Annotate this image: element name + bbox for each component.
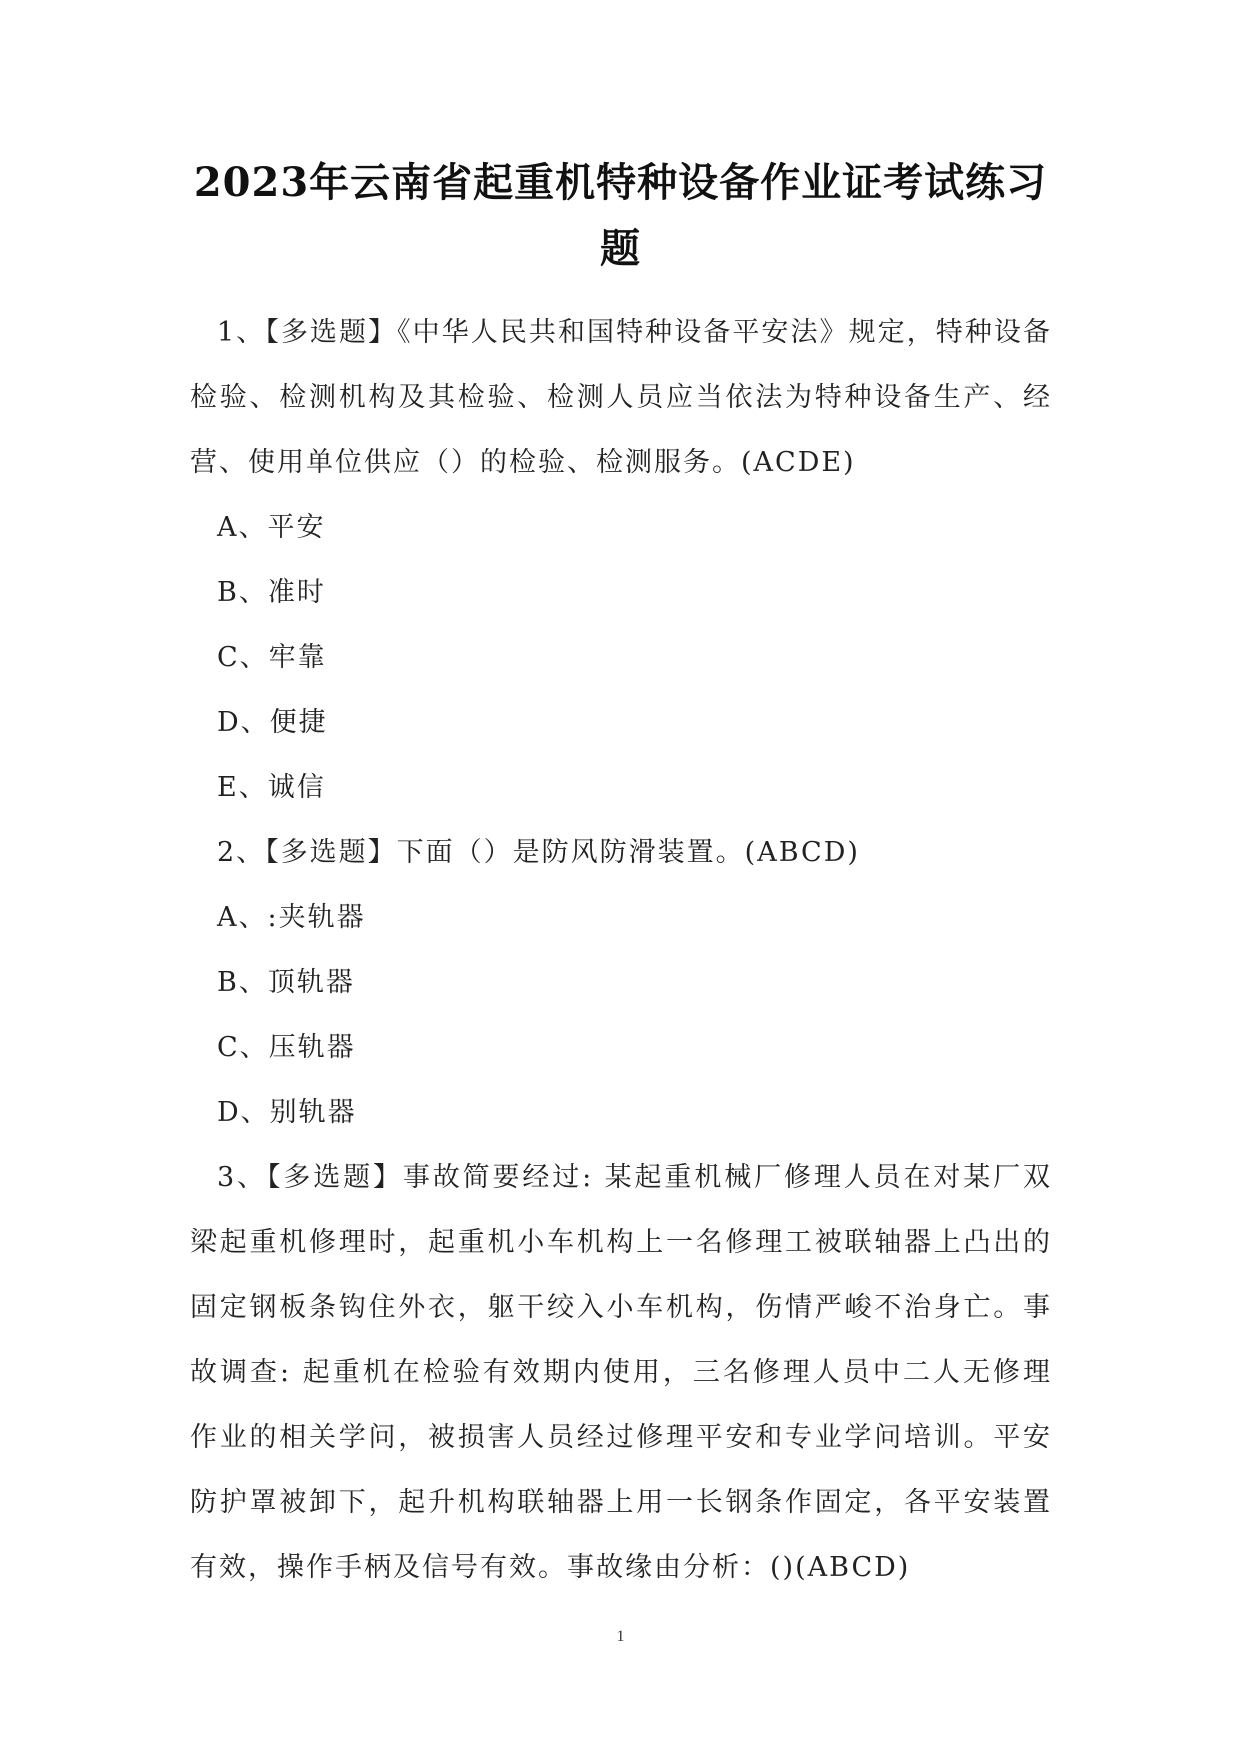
question-1-text: 1、【多选题】《中华人民共和国特种设备平安法》规定，特种设备检验、检测机构及其检验、检测人员应当依法为特种设备生产、经营、使用单位供应（）的检验、检测服务。(ACDE) xyxy=(190,317,1052,478)
question-1-option-e: E、诚信 xyxy=(217,772,326,803)
document-title: 2023年云南省起重机特种设备作业证考试练习题 xyxy=(193,159,1048,272)
question-3-text: 3、【多选题】事故简要经过: 某起重机械厂修理人员在对某厂双梁起重机修理时，起重机小车机构上一名修理工被联轴器上凸出的固定钢板条钩住外衣，躯干绞入小车机构，伤情严峻不治身亡。事故调查: 起重机在检验有效期内使用，三名修理人员中二人无修理作业的相关学问，被损害人员经过修理平安和专业学问培训。平安防护罩被卸下，起升机构联轴器上用一长钢条作固定，各平安装置有效，操作手柄及信号有效。事故缘由分析：()(ABCD) xyxy=(190,1162,1052,1583)
question-2-option-a: A、:夹轨器 xyxy=(217,902,366,933)
question-2-option-d: D、别轨器 xyxy=(217,1097,357,1128)
question-2-option-c: C、压轨器 xyxy=(217,1032,356,1063)
question-1-option-d: D、便捷 xyxy=(217,707,328,738)
document-body xyxy=(190,300,1052,1600)
question-1-option-c: C、牢靠 xyxy=(217,642,327,673)
question-1-option-b: B、准时 xyxy=(217,577,326,608)
question-2-option-b: B、顶轨器 xyxy=(217,967,355,998)
page-number: 1 xyxy=(616,1628,625,1645)
question-1-option-a: A、平安 xyxy=(217,512,326,543)
question-2-text: 2、【多选题】下面（）是防风防滑装置。(ABCD) xyxy=(217,837,860,868)
